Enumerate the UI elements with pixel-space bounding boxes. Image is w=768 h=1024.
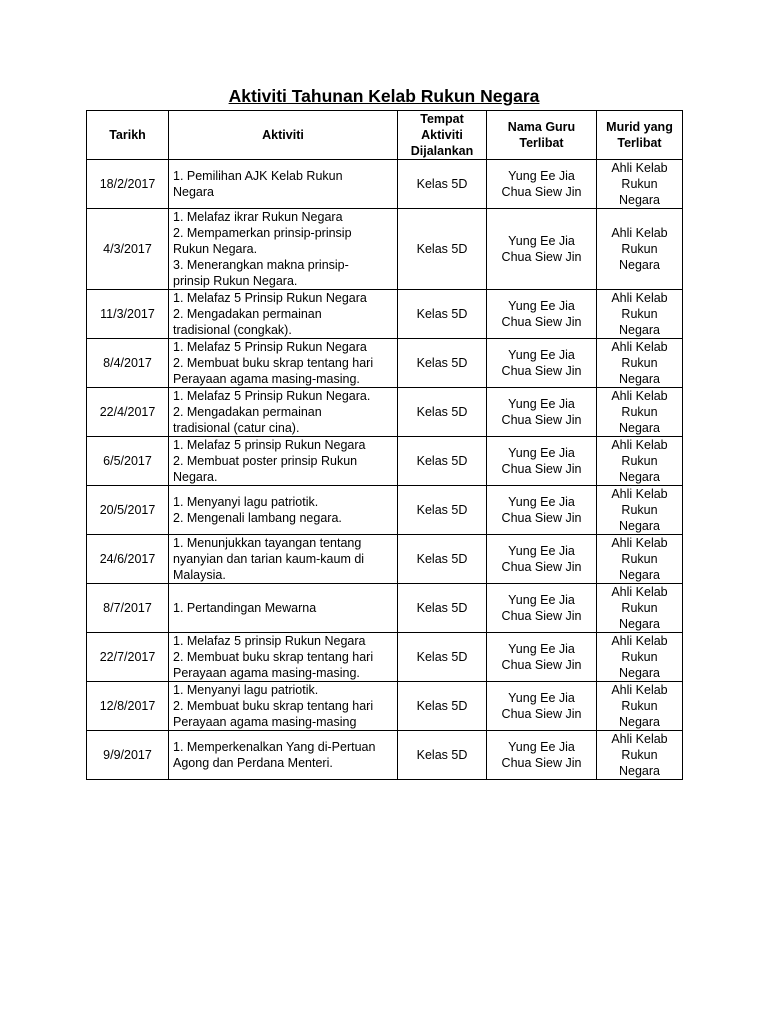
cell-activity: 1. Pemilihan AJK Kelab Rukun Negara	[169, 160, 398, 209]
table-header-row	[87, 111, 683, 160]
cell-place: Kelas 5D	[398, 209, 487, 290]
table-body	[87, 160, 683, 780]
cell-place: Kelas 5D	[398, 339, 487, 388]
table-row	[87, 388, 683, 437]
cell-students: Ahli Kelab Rukun Negara	[597, 584, 683, 633]
table-row	[87, 160, 683, 209]
cell-place: Kelas 5D	[398, 731, 487, 780]
cell-students: Ahli Kelab Rukun Negara	[597, 731, 683, 780]
cell-place: Kelas 5D	[398, 388, 487, 437]
cell-date: 9/9/2017	[87, 731, 169, 780]
table-row	[87, 209, 683, 290]
cell-activity: 1. Melafaz 5 Prinsip Rukun Negara 2. Mengadakan permainan tradisional (congkak).	[169, 290, 398, 339]
cell-students: Ahli Kelab Rukun Negara	[597, 486, 683, 535]
cell-activity: 1. Melafaz 5 prinsip Rukun Negara 2. Membuat buku skrap tentang hari Perayaan agama masing-masing.	[169, 633, 398, 682]
cell-activity: 1. Menyanyi lagu patriotik. 2. Mengenali lambang negara.	[169, 486, 398, 535]
cell-date: 6/5/2017	[87, 437, 169, 486]
cell-teacher: Yung Ee Jia Chua Siew Jin	[487, 682, 597, 731]
cell-teacher: Yung Ee Jia Chua Siew Jin	[487, 633, 597, 682]
header-students: Murid yang Terlibat	[597, 111, 683, 160]
cell-teacher: Yung Ee Jia Chua Siew Jin	[487, 437, 597, 486]
cell-teacher: Yung Ee Jia Chua Siew Jin	[487, 535, 597, 584]
cell-activity: 1. Menunjukkan tayangan tentang nyanyian dan tarian kaum-kaum di Malaysia.	[169, 535, 398, 584]
cell-date: 22/4/2017	[87, 388, 169, 437]
cell-activity: 1. Melafaz ikrar Rukun Negara 2. Mempamerkan prinsip-prinsip Rukun Negara. 3. Menerangkan makna prinsip- prinsip Rukun Negara.	[169, 209, 398, 290]
cell-date: 20/5/2017	[87, 486, 169, 535]
header-date: Tarikh	[87, 111, 169, 160]
table-row	[87, 290, 683, 339]
cell-teacher: Yung Ee Jia Chua Siew Jin	[487, 160, 597, 209]
table-row	[87, 731, 683, 780]
header-activity: Aktiviti	[169, 111, 398, 160]
cell-students: Ahli Kelab Rukun Negara	[597, 535, 683, 584]
cell-students: Ahli Kelab Rukun Negara	[597, 339, 683, 388]
cell-activity: 1. Melafaz 5 Prinsip Rukun Negara 2. Membuat buku skrap tentang hari Perayaan agama masing-masing.	[169, 339, 398, 388]
cell-teacher: Yung Ee Jia Chua Siew Jin	[487, 584, 597, 633]
cell-teacher: Yung Ee Jia Chua Siew Jin	[487, 486, 597, 535]
cell-date: 8/7/2017	[87, 584, 169, 633]
cell-place: Kelas 5D	[398, 290, 487, 339]
header-teacher: Nama Guru Terlibat	[487, 111, 597, 160]
cell-students: Ahli Kelab Rukun Negara	[597, 633, 683, 682]
cell-place: Kelas 5D	[398, 682, 487, 731]
cell-date: 8/4/2017	[87, 339, 169, 388]
cell-date: 24/6/2017	[87, 535, 169, 584]
table-row	[87, 339, 683, 388]
document-title: Aktiviti Tahunan Kelab Rukun Negara	[228, 86, 540, 106]
cell-place: Kelas 5D	[398, 584, 487, 633]
cell-activity: 1. Pertandingan Mewarna	[169, 584, 398, 633]
table-row	[87, 535, 683, 584]
cell-date: 18/2/2017	[87, 160, 169, 209]
header-place: Tempat Aktiviti Dijalankan	[398, 111, 487, 160]
cell-teacher: Yung Ee Jia Chua Siew Jin	[487, 209, 597, 290]
activity-table	[86, 110, 683, 780]
table-row	[87, 486, 683, 535]
table-row	[87, 584, 683, 633]
cell-place: Kelas 5D	[398, 437, 487, 486]
cell-place: Kelas 5D	[398, 486, 487, 535]
cell-activity: 1. Menyanyi lagu patriotik. 2. Membuat buku skrap tentang hari Perayaan agama masing-masing	[169, 682, 398, 731]
cell-date: 4/3/2017	[87, 209, 169, 290]
cell-activity: 1. Melafaz 5 Prinsip Rukun Negara. 2. Mengadakan permainan tradisional (catur cina).	[169, 388, 398, 437]
cell-place: Kelas 5D	[398, 160, 487, 209]
cell-students: Ahli Kelab Rukun Negara	[597, 388, 683, 437]
cell-date: 22/7/2017	[87, 633, 169, 682]
cell-place: Kelas 5D	[398, 633, 487, 682]
table-row	[87, 437, 683, 486]
cell-activity: 1. Melafaz 5 prinsip Rukun Negara 2. Membuat poster prinsip Rukun Negara.	[169, 437, 398, 486]
table-row	[87, 633, 683, 682]
cell-students: Ahli Kelab Rukun Negara	[597, 682, 683, 731]
cell-teacher: Yung Ee Jia Chua Siew Jin	[487, 731, 597, 780]
cell-students: Ahli Kelab Rukun Negara	[597, 290, 683, 339]
cell-date: 12/8/2017	[87, 682, 169, 731]
cell-teacher: Yung Ee Jia Chua Siew Jin	[487, 388, 597, 437]
cell-students: Ahli Kelab Rukun Negara	[597, 437, 683, 486]
cell-students: Ahli Kelab Rukun Negara	[597, 160, 683, 209]
cell-teacher: Yung Ee Jia Chua Siew Jin	[487, 290, 597, 339]
cell-date: 11/3/2017	[87, 290, 169, 339]
cell-teacher: Yung Ee Jia Chua Siew Jin	[487, 339, 597, 388]
table-row	[87, 682, 683, 731]
cell-place: Kelas 5D	[398, 535, 487, 584]
cell-students: Ahli Kelab Rukun Negara	[597, 209, 683, 290]
cell-activity: 1. Memperkenalkan Yang di-Pertuan Agong dan Perdana Menteri.	[169, 731, 398, 780]
